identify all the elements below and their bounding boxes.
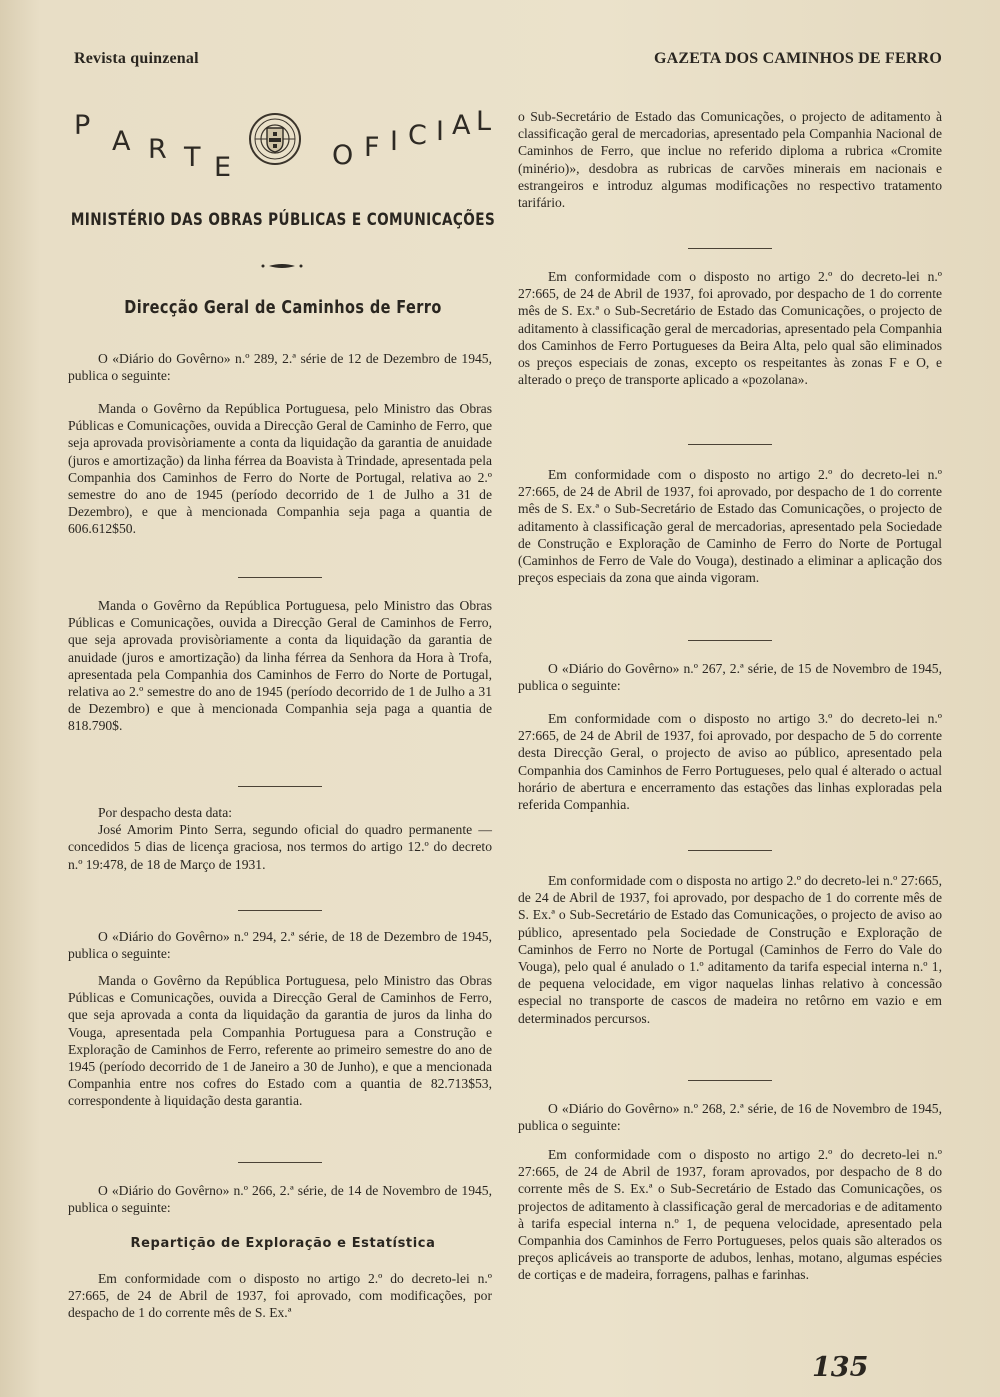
title-letter: I <box>436 116 444 147</box>
separator-rule <box>688 248 772 249</box>
title-letter: O <box>332 140 354 171</box>
reparticao-heading: Repartição de Exploração e Estatística <box>130 1236 436 1251</box>
title-letter: A <box>112 126 131 157</box>
title-letter: E <box>214 152 232 183</box>
paragraph: O «Diário do Govêrno» n.º 289, 2.ª série de 12 de Dezembro de 1945, publica o seguinte: <box>68 351 492 384</box>
paragraph: José Amorim Pinto Serra, segundo oficial do quadro permanente — concedidos 5 dias de licença graciosa, nos termos do artigo 12.º do decreto n.º 19:478, de 18 de Março de 1931. <box>68 822 492 872</box>
coat-of-arms-seal-icon <box>248 112 302 166</box>
paragraph: O «Diário do Govêrno» n.º 294, 2.ª série, de 18 de Dezembro de 1945, publica o seguinte: <box>68 929 492 962</box>
title-letter: P <box>74 110 91 141</box>
parte-oficial-heading <box>68 104 498 188</box>
paragraph: Manda o Govêrno da República Portuguesa, pelo Ministro das Obras Públicas e Comunicações, ouvida a Direcção Geral de Caminhos de Ferro, que seja aprovada provisòriamente a conta da liquidação da garantia de anuidade (juros e amortização) da linha férrea da Senhora da Hora à Trofa, apresentada pela Companhia dos Caminhos de Ferro do Norte de Portugal, relativa ao 2.º semestre do ano de 1945 (período decorrido de 1 de Julho a 31 de Dezembro) e que à mencionada Companhia seja paga a quantia de 818.790$. <box>68 598 492 734</box>
paragraph: Em conformidade com o disposto no artigo 2.º do decreto-lei n.º 27:665, de 24 de Abril de 1937, foi aprovado, por despacho de 1 do corrente mês de S. Ex.ª o Sub-Secretário de Estado das Comunicações, o projecto de aditamento à classificação geral de mercadorias, apresentado pela Companhia dos Caminhos de Ferro Portugueses da Beira Alta, pelo qual são eliminados os preços especiais de zonas, excepto os respeitantes às zonas F e O, e alterado o preço de transporte aplicado a «pozolana». <box>518 269 942 388</box>
paragraph: O «Diário do Govêrno» n.º 266, 2.ª série, de 14 de Novembro de 1945, publica o seguinte: <box>68 1183 492 1216</box>
title-letter: C <box>408 120 427 151</box>
paragraph: Em conformidade com o disposto no artigo 2.º do decreto-lei n.º 27:665, de 24 de Abril de 1937, foram aprovados, por despacho de 8 do corrente mês de S. Ex.ª o Sub-Secretário de Estado das Comunicações, os projectos de aditamento à classificação geral de mercadorias e de aditamento à tarifa especial interna n.º 1, de pequena velocidade, apresentado pela Companhia dos Caminhos de Ferro Portugueses, pelos quais são alterados os preços aplicáveis ao transporte de adubos, lenhas, motano, algumas espécies de cortiças e de madeira, forragens, palhas e farinhas. <box>518 1147 942 1283</box>
paragraph: Por despacho desta data: <box>98 805 233 820</box>
title-letter: A <box>452 110 471 141</box>
title-letter: F <box>364 132 380 163</box>
title-letter: L <box>476 106 492 137</box>
paragraph: O «Diário do Govêrno» n.º 268, 2.ª série, de 16 de Novembro de 1945, publica o seguinte: <box>518 1101 942 1134</box>
separator-rule <box>688 444 772 445</box>
direccao-heading: Direcção Geral de Caminhos de Ferro <box>124 298 442 318</box>
page-number: 135 <box>812 1352 869 1383</box>
separator-rule <box>238 786 322 787</box>
title-letter: R <box>148 134 167 165</box>
running-head-left: Revista quinzenal <box>74 50 199 67</box>
paragraph: O «Diário do Govêrno» n.º 267, 2.ª série, de 15 de Novembro de 1945, publica o seguinte: <box>518 661 942 694</box>
ornament-divider-icon <box>260 262 304 270</box>
paragraph: Em conformidade com o disposto no artigo 2.º do decreto-lei n.º 27:665, de 24 de Abril de 1937, foi aprovado, por despacho de 1 do corrente mês de S. Ex.ª o Sub-Secretário de Estado das Comunicações, o projecto de aditamento à classificação geral de mercadorias, apresentado pela Sociedade de Construção e Exploração de Caminho de Ferro do Norte de Portugal (Caminhos de Ferro de Vale do Vouga), destinado a eliminar a aplicação dos preços especiais da zona que ainda vigoram. <box>518 467 942 586</box>
running-head <box>74 50 942 70</box>
paragraph: Em conformidade com o disposta no artigo 2.º do decreto-lei n.º 27:665, de 24 de Abril de 1937, foi aprovado, por despacho de 1 do corrente mês de S. Ex.ª o Sub-Secretário de Estado das Comunicações, o projecto de aviso ao público, apresentado pela Sociedade de Construção e Exploração de Caminhos de Ferro no Norte de Portugal (Caminhos de Ferro do Vale do Vouga), pelo qual é anulado o 1.º aditamento da tarifa especial interna n.º 1, de pequena velocidade, em vigor naquelas linhas relativo à concessão especial no transporte de cascos de madeira no retôrno em vazio e em determinados percursos. <box>518 873 942 1026</box>
separator-rule <box>688 640 772 641</box>
paragraph: Manda o Govêrno da República Portuguesa, pelo Ministro das Obras Públicas e Comunicações, ouvida a Direcção Geral de Caminhos de Ferro, que seja aprovada a conta da liquidação da garantia de juros da linha do Vouga, apresentada pela Companhia Portuguesa para a Construção e Exploração de Caminhos de Ferro, referente ao primeiro semestre do ano de 1945 (período decorrido de 1 de Janeiro a 30 de Junho), e que a mencionada Companhia entre nos cofres do Estado com a quantia de 82.713$53, correspondente à liquidação desta garantia. <box>68 973 492 1109</box>
running-head-right: GAZETA DOS CAMINHOS DE FERRO <box>653 50 942 67</box>
separator-rule <box>238 577 322 578</box>
separator-rule <box>688 850 772 851</box>
title-letter: I <box>390 126 398 157</box>
separator-rule <box>238 1162 322 1163</box>
separator-rule <box>688 1080 772 1081</box>
ministry-heading: MINISTÉRIO DAS OBRAS PÚBLICAS E COMUNICAÇÕES <box>70 210 496 230</box>
title-letter: T <box>184 142 201 173</box>
paragraph: Em conformidade com o disposto no artigo 3.º do decreto-lei n.º 27:665, de 24 de Abril de 1937, foi aprovado, por despacho de 5 do corrente desta Direcção Geral, o projecto de aviso ao público, apresentado pela Companhia dos Caminhos de Ferro Portugueses, pelo qual é alterado o actual horário de abertura e encerramento das estações das linhas exploradas pela referida Companhia. <box>518 711 942 813</box>
paragraph: Manda o Govêrno da República Portuguesa, pelo Ministro das Obras Públicas e Comunicações, ouvida a Direcção Geral de Caminho de Ferro, que seja aprovada provisòriamente a conta da liquidação da garantia de anuidade (juros e amortização) da linha férrea da Boavista à Trindade, apresentada pela Companhia dos Caminhos de Ferro do Norte de Portugal, relativa ao 2.º semestre do ano de 1945 (período decorrido de 1 de Julho a 31 de Dezembro), e que à mencionada Companhia seja paga a quantia de 606.612$50. <box>68 401 492 537</box>
paragraph: o Sub-Secretário de Estado das Comunicações, o projecto de aditamento à classificação geral de mercadorias, apresentado pela Companhia Nacional de Caminhos de Ferro, que inclue no referido diploma a rubrica «Cromite (minério)», desdobra as rubricas de carvões minerais em nacionais e estrangeiros e introduz algumas modificações no respectivo tratamento tarifário. <box>518 109 942 211</box>
separator-rule <box>238 910 322 911</box>
paragraph: Em conformidade com o disposto no artigo 2.º do decreto-lei n.º 27:665, de 24 de Abril de 1937, foi aprovado, com modificações, por despacho de 1 do corrente mês de S. Ex.ª <box>68 1271 492 1321</box>
